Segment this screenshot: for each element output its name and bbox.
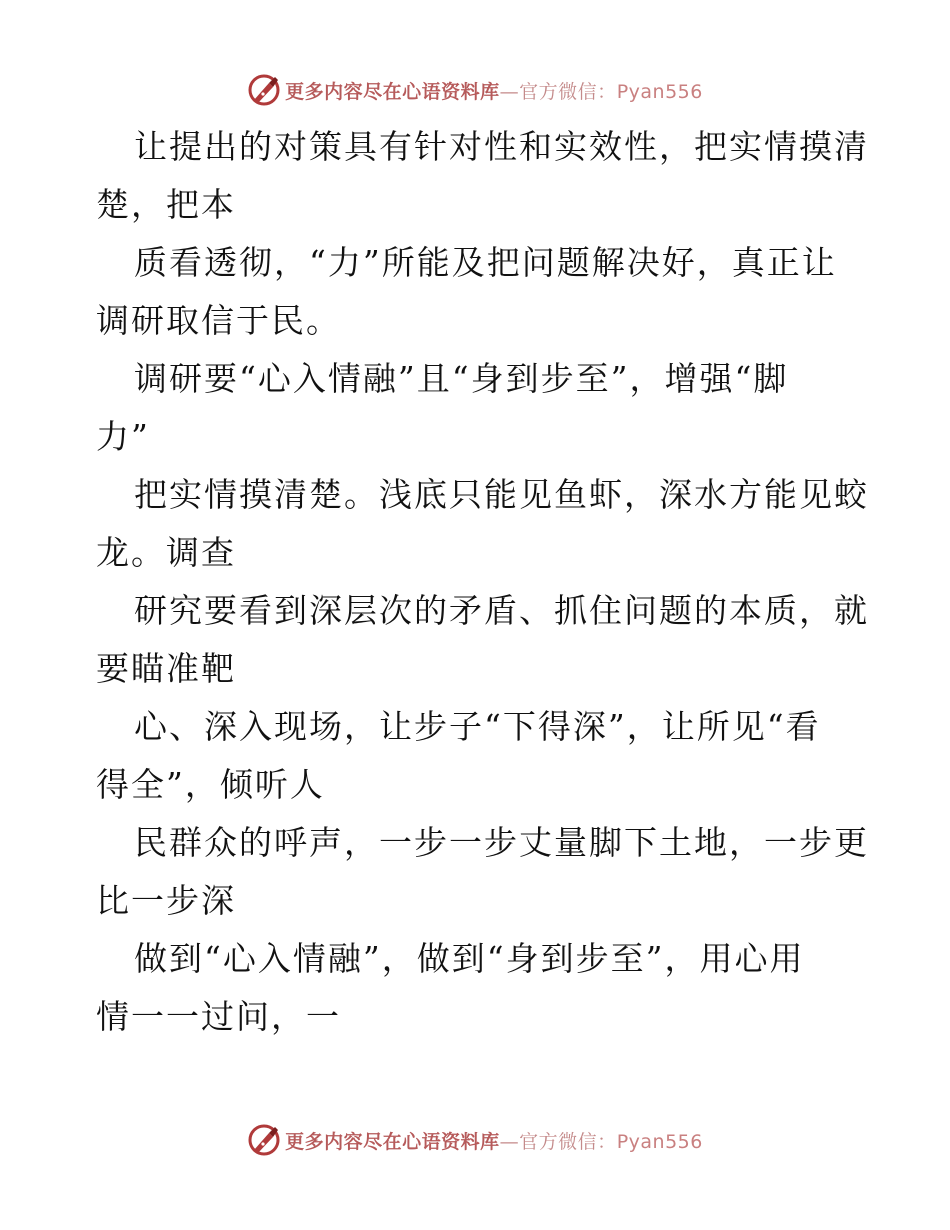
document-body — [96, 118, 869, 1046]
paragraph-6: 心、深入现场，让步子“下得深”，让所见“看 得全”，倾听人 — [96, 707, 821, 804]
footer-brand: 更多内容尽在心语资料库 — [285, 1130, 500, 1153]
footer-wechat-id: Pyan556 — [616, 1130, 703, 1153]
paragraph-7: 民群众的呼声，一步一步丈量脚下土地，一步更 比一步深 — [96, 823, 869, 920]
paragraph-1: 让提出的对策具有针对性和实效性，把实情摸清 楚，把本 — [96, 127, 869, 224]
paragraph-3: 调研要“心入情融”且“身到步至”，增强“脚 力” — [96, 359, 789, 456]
footer-wechat-label: 官方微信： — [519, 1130, 617, 1153]
header-dash: — — [499, 80, 520, 103]
paragraph-2: 质看透彻，“力”所能及把问题解决好，真正让 调研取信于民。 — [96, 243, 837, 340]
paragraph-5: 研究要看到深层次的矛盾、抓住问题的本质，就 要瞄准靶 — [96, 591, 869, 688]
header-banner — [0, 70, 950, 110]
header-wechat-label: 官方微信： — [519, 80, 617, 103]
footer-banner — [0, 1120, 950, 1160]
pen-nib-logo-icon — [247, 73, 281, 107]
header-wechat-id: Pyan556 — [616, 80, 703, 103]
header-brand: 更多内容尽在心语资料库 — [285, 80, 500, 103]
paragraph-4: 把实情摸清楚。浅底只能见鱼虾，深水方能见蛟 龙。调查 — [96, 475, 869, 572]
pen-nib-logo-icon — [247, 1123, 281, 1157]
footer-dash: — — [499, 1130, 520, 1153]
paragraph-8: 做到“心入情融”，做到“身到步至”，用心用 情一一过问，一 — [96, 939, 805, 1036]
